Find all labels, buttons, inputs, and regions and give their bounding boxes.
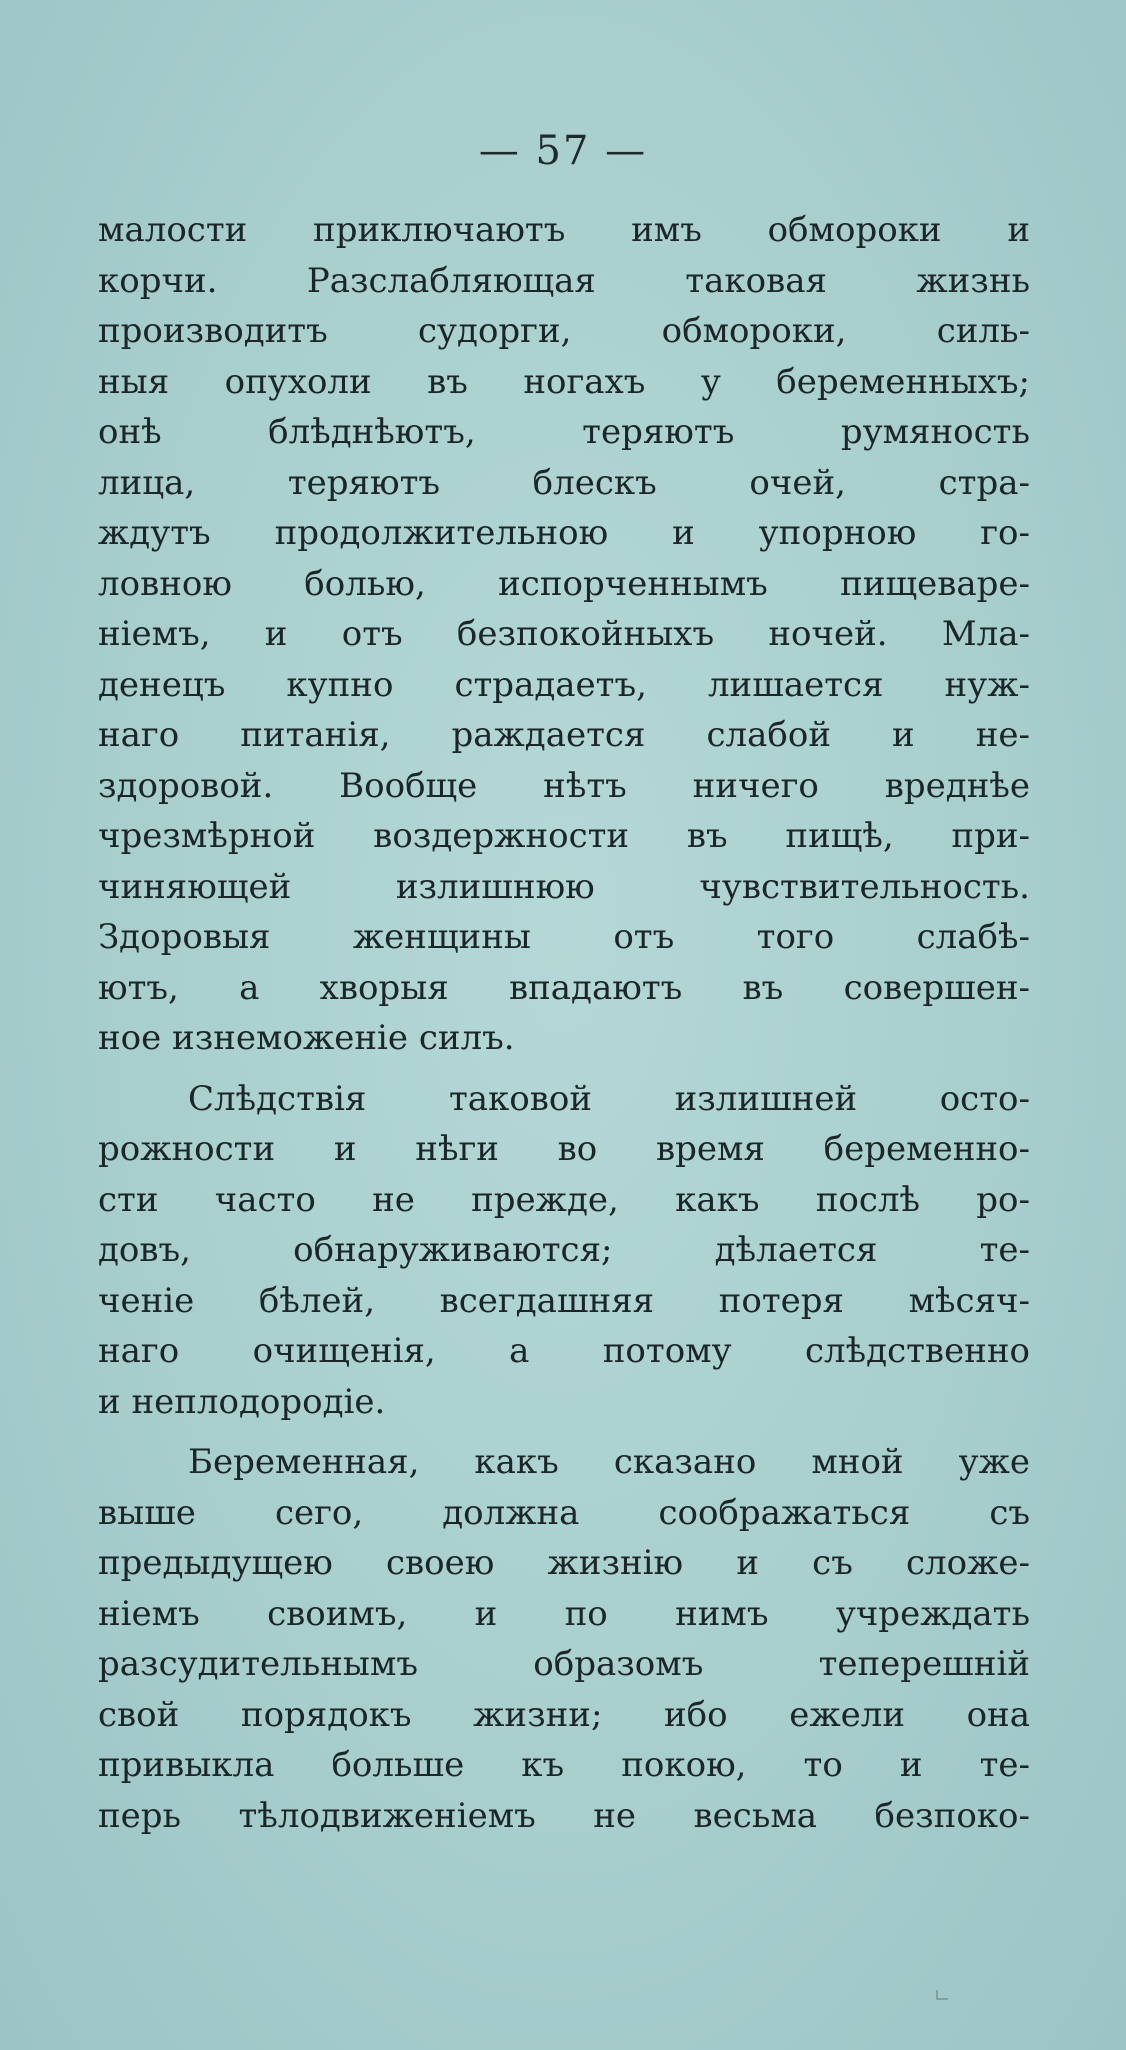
text-line: здоровой. Вообще нѣтъ ничего вреднѣе bbox=[98, 765, 1030, 806]
text-line: и неплодородіе. bbox=[98, 1381, 386, 1422]
text-line: наго питанія, раждается слабой и не- bbox=[98, 715, 1030, 755]
text-line: перь тѣлодвиженіемъ не весьма безпоко- bbox=[98, 1795, 1030, 1836]
text-line: ютъ, а хворыя впадаютъ въ совершен- bbox=[98, 967, 1030, 1008]
text-line: Беременная, какъ сказано мной уже bbox=[188, 1442, 1030, 1482]
text-line: чрезмѣрной воздержности въ пищѣ, при- bbox=[98, 816, 1030, 856]
text-line: свой порядокъ жизни; ибо ежели она bbox=[98, 1694, 1030, 1735]
text-line: ніемъ своимъ, и по нимъ учреждать bbox=[98, 1593, 1030, 1634]
text-line: ловною болью, испорченнымъ пищеваре- bbox=[98, 563, 1030, 604]
text-line: ждутъ продолжительною и упорною го- bbox=[98, 513, 1030, 553]
text-line: Слѣдствія таковой излишней осто- bbox=[188, 1078, 1030, 1119]
text-line: довъ, обнаруживаются; дѣлается те- bbox=[98, 1230, 1030, 1270]
text-line: онѣ блѣднѣютъ, теряютъ румяность bbox=[98, 412, 1030, 452]
page-number-header: — 57 — bbox=[478, 128, 648, 174]
text-line: денецъ купно страдаетъ, лишается нуж- bbox=[98, 664, 1030, 705]
text-line: сти часто не прежде, какъ послѣ ро- bbox=[98, 1179, 1030, 1220]
text-line: Здоровыя женщины отъ того слабѣ- bbox=[98, 917, 1030, 957]
text-line: привыкла больше къ покою, то и те- bbox=[98, 1745, 1030, 1785]
text-line: наго очищенія, а потому слѣдственно bbox=[98, 1331, 1030, 1371]
paper-mark bbox=[936, 1990, 948, 2000]
text-line: производитъ судорги, обмороки, силь- bbox=[98, 311, 1030, 351]
paragraph-gap bbox=[98, 1064, 1030, 1074]
text-line: ченіе бѣлей, всегдашняя потеря мѣсяч- bbox=[98, 1280, 1030, 1321]
text-line: чиняющей излишнюю чувствительность. bbox=[98, 866, 1030, 907]
text-line: ніемъ, и отъ безпокойныхъ ночей. Мла- bbox=[98, 614, 1030, 654]
text-line: корчи. Разслабляющая таковая жизнь bbox=[98, 260, 1030, 301]
text-line: выше сего, должна соображаться съ bbox=[98, 1492, 1030, 1533]
text-line: ныя опухоли въ ногахъ у беременныхъ; bbox=[98, 361, 1030, 402]
text-line: рожности и нѣги во время беременно- bbox=[98, 1129, 1030, 1169]
text-line: предыдущею своею жизнію и съ сложе- bbox=[98, 1543, 1030, 1583]
page-body-text bbox=[98, 205, 1030, 1841]
text-line: ное изнеможеніе силъ. bbox=[98, 1018, 515, 1058]
text-line: малости приключаютъ имъ обмороки и bbox=[98, 210, 1030, 250]
text-line: лица, теряютъ блескъ очей, стра- bbox=[98, 462, 1030, 503]
paragraph-gap bbox=[98, 1427, 1030, 1437]
text-line: разсудительнымъ образомъ теперешній bbox=[98, 1644, 1030, 1684]
